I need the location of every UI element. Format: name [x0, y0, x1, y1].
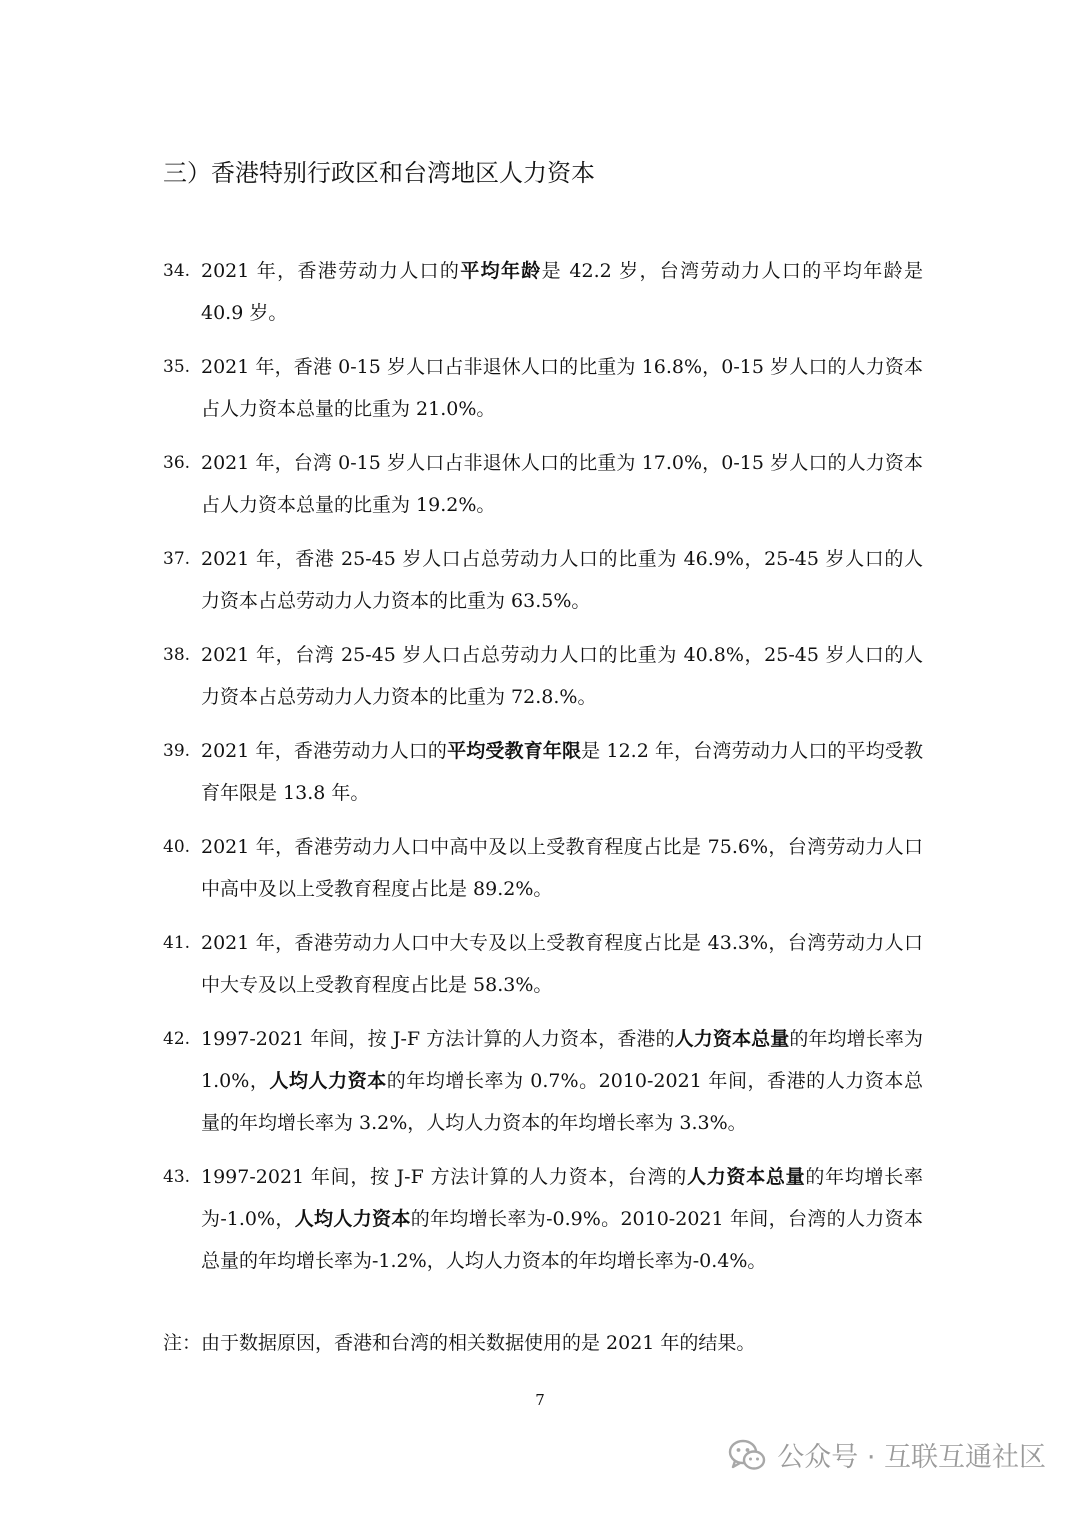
list-item [163, 442, 923, 526]
text-segment: 的年均增长率为-1.0%， [201, 1166, 923, 1230]
item-number: 42. [163, 1029, 191, 1049]
page-number: 7 [535, 1391, 545, 1409]
list-item [163, 826, 923, 910]
text-segment: 2021 年，台湾 0-15 岁人口占非退休人口的比重为 17.0%，0-15 岁人口的人力资本占人力资本总量的比重为 19.2%。 [201, 452, 923, 516]
list-item [163, 634, 923, 718]
item-text [201, 730, 923, 814]
wechat-icon [727, 1437, 767, 1473]
bold-term: 人力资本总量 [674, 1028, 790, 1050]
item-text [201, 250, 923, 334]
item-number: 41. [163, 933, 191, 953]
item-number: 39. [163, 741, 191, 761]
item-number: 37. [163, 549, 191, 569]
item-text [201, 1156, 923, 1282]
bold-term: 人均人力资本 [269, 1070, 387, 1092]
text-segment: 2021 年，香港劳动力人口的 [201, 260, 461, 282]
item-text [201, 922, 923, 1006]
list-item [163, 346, 923, 430]
bold-term: 平均受教育年限 [447, 740, 582, 762]
list-item [163, 538, 923, 622]
text-segment: 2021 年，香港劳动力人口的 [201, 740, 448, 762]
section-heading: 三）香港特别行政区和台湾地区人力资本 [163, 159, 595, 187]
item-number: 43. [163, 1167, 191, 1187]
item-number: 40. [163, 837, 191, 857]
list-item [163, 922, 923, 1006]
bold-term: 人力资本总量 [686, 1166, 806, 1188]
text-segment: 1997-2021 年间，按 J-F 方法计算的人力资本，香港的 [201, 1028, 675, 1050]
bold-term: 平均年龄 [460, 260, 542, 282]
list-item [163, 1156, 923, 1282]
item-number: 38. [163, 645, 191, 665]
item-text [201, 634, 923, 718]
text-segment: 2021 年，香港 0-15 岁人口占非退休人口的比重为 16.8%，0-15 岁人口的人力资本占人力资本总量的比重为 21.0%。 [201, 356, 923, 420]
item-number: 34. [163, 261, 191, 281]
item-text [201, 826, 923, 910]
text-segment: 是 42.2 岁，台湾劳动力人口的平均年龄是 40.9 岁。 [201, 260, 923, 324]
watermark [727, 1435, 1046, 1474]
list-item [163, 250, 923, 334]
item-text [201, 538, 923, 622]
text-segment: 1997-2021 年间，按 J-F 方法计算的人力资本，台湾的 [201, 1166, 687, 1188]
watermark-text: 公众号 · 互联互通社区 [777, 1442, 1046, 1473]
item-text [201, 442, 923, 526]
text-segment: 的年均增长率为-0.9%。2010-2021 年间，台湾的人力资本总量的年均增长率为-1.2%，人均人力资本的年均增长率为-0.4%。 [201, 1208, 923, 1272]
item-text [201, 1018, 923, 1144]
text-segment: 的年均增长率为 1.0%， [201, 1028, 923, 1092]
list-item [163, 1018, 923, 1144]
item-text [201, 346, 923, 430]
bold-term: 人均人力资本 [294, 1208, 411, 1230]
text-segment: 2021 年，台湾 25-45 岁人口占总劳动力人口的比重为 40.8%，25-45 岁人口的人力资本占总劳动力人力资本的比重为 72.8.%。 [201, 644, 923, 708]
text-segment: 2021 年，香港劳动力人口中大专及以上受教育程度占比是 43.3%，台湾劳动力人口中大专及以上受教育程度占比是 58.3%。 [201, 932, 923, 996]
footnote: 注：由于数据原因，香港和台湾的相关数据使用的是 2021 年的结果。 [163, 1332, 756, 1354]
item-number: 36. [163, 453, 191, 473]
list-item [163, 730, 923, 814]
text-segment: 的年均增长率为 0.7%。2010-2021 年间，香港的人力资本总量的年均增长率为 3.2%，人均人力资本的年均增长率为 3.3%。 [201, 1070, 923, 1134]
text-segment: 2021 年，香港劳动力人口中高中及以上受教育程度占比是 75.6%，台湾劳动力人口中高中及以上受教育程度占比是 89.2%。 [201, 836, 923, 900]
item-number: 35. [163, 357, 191, 377]
text-segment: 2021 年，香港 25-45 岁人口占总劳动力人口的比重为 46.9%，25-45 岁人口的人力资本占总劳动力人力资本的比重为 63.5%。 [201, 548, 923, 612]
text-segment: 是 12.2 年，台湾劳动力人口的平均受教育年限是 13.8 年。 [201, 740, 923, 804]
numbered-list [163, 250, 923, 1294]
